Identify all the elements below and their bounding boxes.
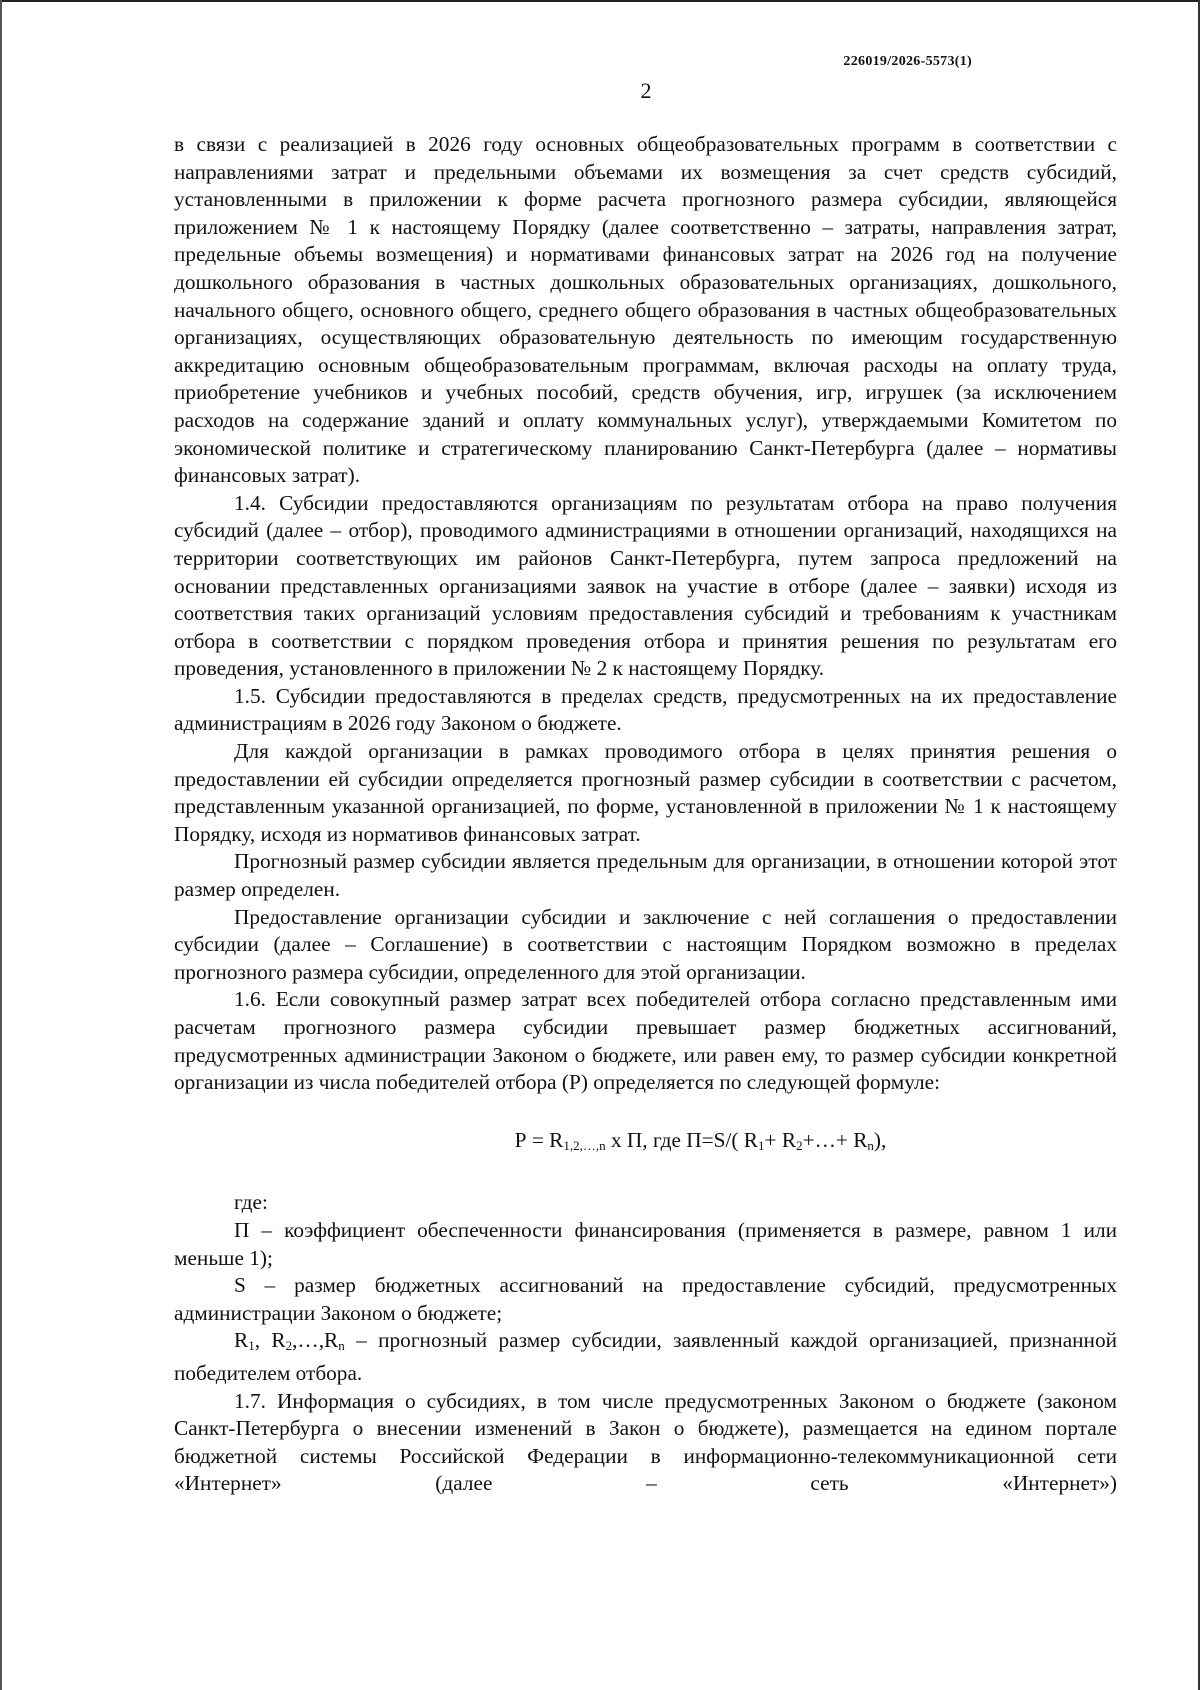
paragraph-1-4: 1.4. Субсидии предоставляются организациям по результатам отбора на право получения субсидий (далее – отбор), проводимого администрациями в отношении организаций, находящихся на территории соответствующих им районов Санкт-Петербурга, путем запроса предложений на основании представленных организациями заявок на участие в отборе (далее – заявки) исходя из соответствия таких организаций условиям предоставления субсидий и требованиям к участникам отбора в соответствии с порядком проведения отбора и принятия решения по результатам его проведения, установленного в приложении № 2 к настоящему Порядку. [174,490,1117,681]
paragraph-agreement: Предоставление организации субсидии и заключение с ней соглашения о предоставлении субсидии (далее – Соглашение) в соответствии с настоящим Порядком возможно в пределах прогнозного размера субсидии, определенного для этой организации. [174,904,1117,984]
document-number: 226019/2026-5573(1) [843,54,972,69]
def-r-part: R [234,1328,249,1353]
def-r-subscript: 2 [285,1338,293,1354]
def-r-part: , R [254,1328,286,1353]
where-label: где: [234,1190,268,1215]
def-r-part: – прогнозный размер субсидии, заявленный каждой организацией, признанной победителем отбора. [174,1328,1117,1385]
scan-edge-top [0,0,1200,2]
formula-subscript: 1 [758,1137,765,1153]
def-r-subscript: n [338,1338,345,1354]
formula-subscript: n [867,1137,874,1153]
formula-part: ), [873,1127,887,1152]
formula-part: х П, где П=S/( R [605,1127,759,1152]
paragraph-1-7: 1.7. Информация о субсидиях, в том числе предусмотренных Законом о бюджете (законом Санкт-Петербурга о внесении изменений в Закон о бюджете), размещается на едином портале бюджетной системы Российской Федерации в информационно-телекоммуникационной сети «Интернет» (далее – сеть «Интернет») [174,1388,1117,1496]
subsidy-formula [174,1127,1117,1160]
formula-subscript: 2 [796,1137,803,1153]
paragraph-1-6: 1.6. Если совокупный размер затрат всех победителей отбора согласно представленным ими расчетам прогнозного размера субсидии превышает размер бюджетных ассигнований, предусмотренных администрации Законом о бюджете, или равен ему, то размер субсидии конкретной организации из числа победителей отбора (Р) определяется по следующей формуле: [174,987,1117,1095]
formula-part: Р = R [514,1127,564,1152]
scan-edge-left [0,0,2,1690]
def-r-subscript: 1 [248,1338,255,1354]
page-number: 2 [640,78,652,103]
paragraph-forecast-calc: Для каждой организации в рамках проводимого отбора в целях принятия решения о предоставлении ей субсидии определяется прогнозный размер субсидии в соответствии с расчетом, представленным указанной организацией, по форме, установленной в приложении № 1 к настоящему Порядку, исходя из нормативов финансовых затрат. [174,739,1117,846]
definition-p: П – коэффициент обеспеченности финансирования (применяется в размере, равном 1 или меньше 1); [174,1217,1117,1270]
formula-part: + R [764,1127,797,1152]
definition-r [174,1327,1117,1387]
paragraph-1-5: 1.5. Субсидии предоставляются в пределах средств, предусмотренных на их предоставление администрациям в 2026 году Законом о бюджете. [174,683,1117,736]
definition-s: S – размер бюджетных ассигнований на предоставление субсидий, предусмотренных администрации Законом о бюджете; [174,1273,1117,1325]
document-body [174,131,1117,1498]
paragraph-forecast-limit: Прогнозный размер субсидии является предельным для организации, в отношении которой этот размер определен. [174,849,1117,902]
formula-subscript: 1,2,…,n [563,1137,606,1153]
def-r-part: ,…,R [292,1328,339,1353]
paragraph-continuation: в связи с реализацией в 2026 году основных общеобразовательных программ в соответствии с направлениями затрат и предельными объемами их возмещения за счет средств субсидий, установленными в приложении к форме расчета прогнозного размера субсидии, являющейся приложением № 1 к настоящему Порядку (далее соответственно – затраты, направления затрат, предельные объемы возмещения) и нормативами финансовых затрат на 2026 год на получение дошкольного образования в частных дошкольных образовательных организациях, дошкольного, начального общего, основного общего, среднего общего образования в частных общеобразовательных организациях, осуществляющих образовательную деятельность по имеющим государственную аккредитацию основным общеобразовательным программам, включая расходы на оплату труда, приобретение учебников и учебных пособий, средств обучения, игр, игрушек (за исключением расходов на содержание зданий и оплату коммунальных услуг), утверждаемыми Комитетом по экономической политике и стратегическому планированию Санкт-Петербурга (далее – нормативы финансовых затрат). [174,132,1117,488]
formula-part: +…+ R [802,1127,868,1152]
